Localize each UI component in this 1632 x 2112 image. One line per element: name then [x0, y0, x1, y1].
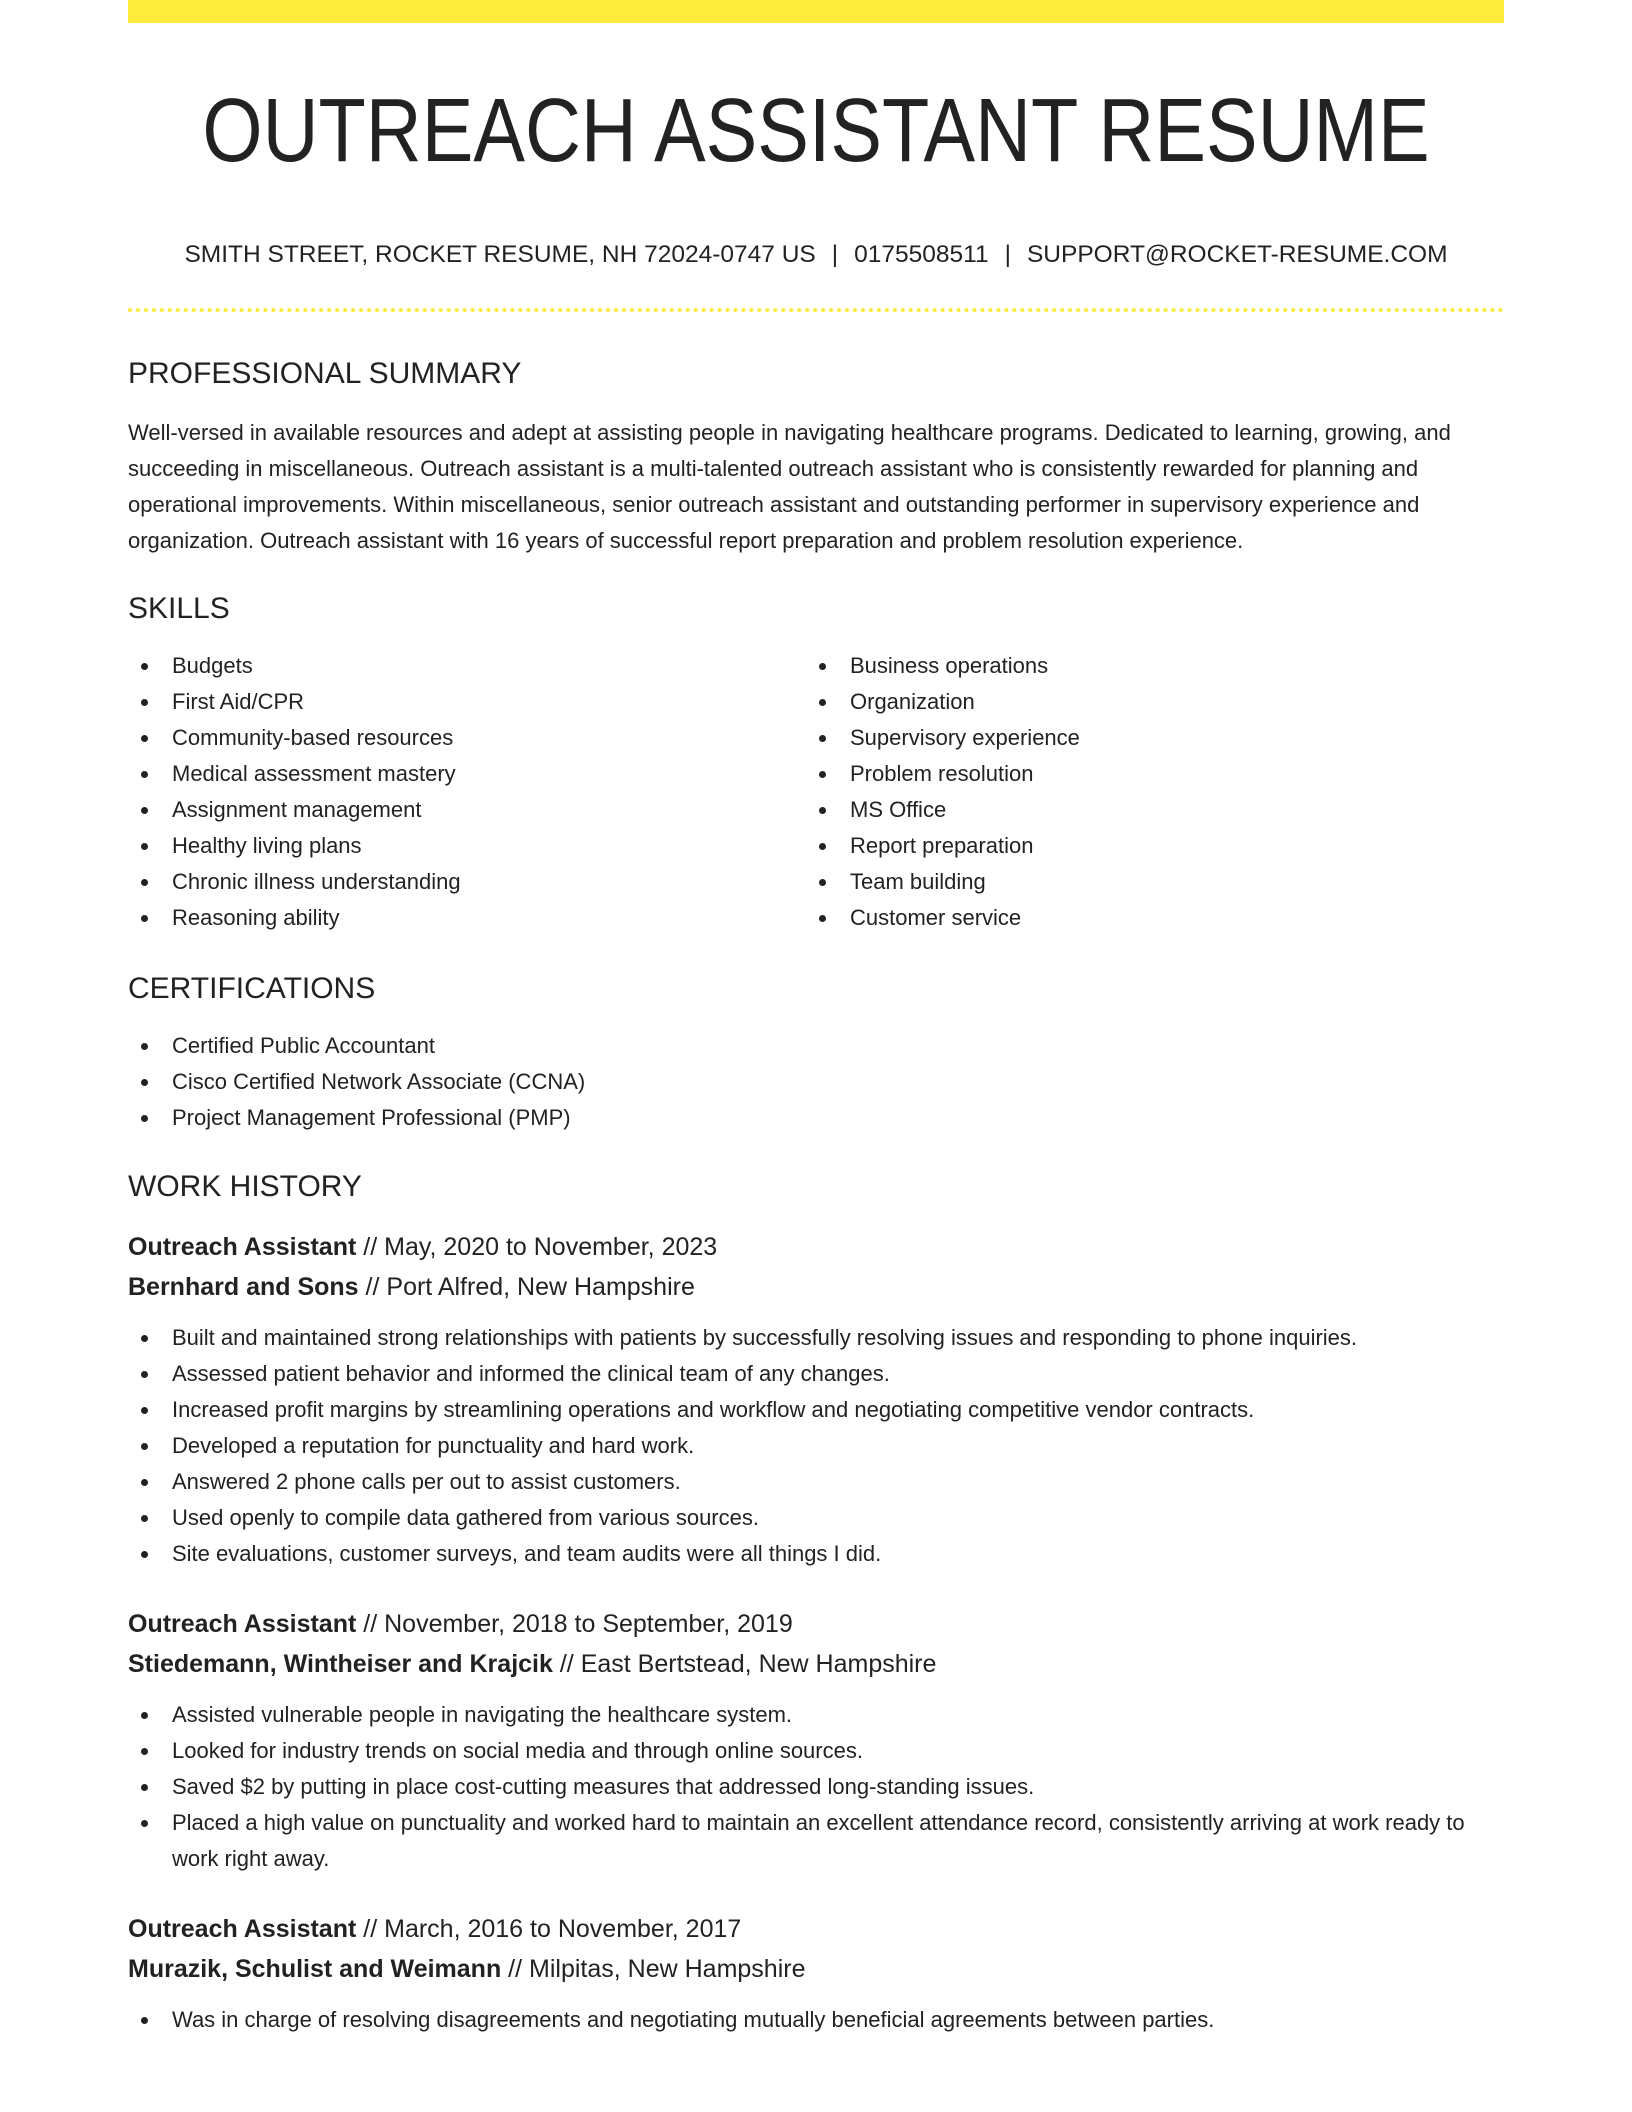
section-heading-skills: SKILLS: [128, 592, 230, 625]
skill-item: Report preparation: [806, 828, 1504, 864]
job-title-line: [128, 1227, 1504, 1267]
job-duty-item: Built and maintained strong relationships with patients by successfully resolving issues and responding to phone inquiries.: [128, 1320, 1504, 1356]
certification-item: Project Management Professional (PMP): [128, 1100, 1504, 1136]
skill-item: Reasoning ability: [128, 900, 806, 936]
skill-item: Business operations: [806, 648, 1504, 684]
header-divider: [128, 308, 1504, 312]
job-title-line: [128, 1604, 1504, 1644]
skills-grid: [128, 648, 1504, 936]
job-duty-item: Site evaluations, customer surveys, and team audits were all things I did.: [128, 1536, 1504, 1572]
job-duty-item: Looked for industry trends on social media and through online sources.: [128, 1733, 1504, 1769]
work-history-section: [128, 1169, 1504, 2038]
skill-item: Chronic illness understanding: [128, 864, 806, 900]
job-dates: March, 2016 to November, 2017: [384, 1915, 742, 1943]
skill-item: Community-based resources: [128, 720, 806, 756]
job-company-line: [128, 1644, 1504, 1684]
section-heading-summary: PROFESSIONAL SUMMARY: [128, 357, 522, 390]
contact-email: SUPPORT@ROCKET-RESUME.COM: [1026, 241, 1448, 268]
skill-item: Assignment management: [128, 792, 806, 828]
skill-item: Organization: [806, 684, 1504, 720]
certification-item: Certified Public Accountant: [128, 1028, 1504, 1064]
title-container: [128, 81, 1504, 181]
job-location: East Bertstead, New Hampshire: [580, 1650, 937, 1678]
skill-item: Healthy living plans: [128, 828, 806, 864]
job-separator: //: [508, 1955, 523, 1983]
section-heading-work-history: WORK HISTORY: [128, 1170, 362, 1203]
job-entry: [128, 1604, 1504, 1877]
skill-item: First Aid/CPR: [128, 684, 806, 720]
certification-item: Cisco Certified Network Associate (CCNA): [128, 1064, 1504, 1100]
job-company: Stiedemann, Wintheiser and Krajcik: [128, 1650, 553, 1678]
job-duty-item: Was in charge of resolving disagreements and negotiating mutually beneficial agreements between parties.: [128, 2002, 1504, 2038]
certifications-section: [128, 971, 1504, 1136]
contact-address: SMITH STREET, ROCKET RESUME, NH 72024-0747 US: [184, 241, 816, 268]
resume-title: OUTREACH ASSISTANT RESUME: [202, 81, 1430, 181]
job-dates: November, 2018 to September, 2019: [384, 1610, 793, 1638]
resume-body: [128, 356, 1504, 2038]
job-entry: [128, 1909, 1504, 2038]
top-accent-bar: [128, 0, 1504, 23]
skills-column-right: [806, 648, 1504, 936]
summary-text: Well-versed in available resources and adept at assisting people in navigating healthcare programs. Dedicated to learning, growing, and succeeding in miscellaneous. Outreach assistant is a multi-talented outreach assistant who is consistently rewarded for planning and operational improvements. Within miscellaneous, senior outreach assistant and outstanding performer in supervisory experience and organization. Outreach assistant with 16 years of successful report preparation and problem resolution experience.: [128, 420, 1451, 553]
contact-separator: |: [1004, 241, 1011, 268]
job-separator: //: [363, 1233, 378, 1261]
job-duty-item: Saved $2 by putting in place cost-cutting measures that addressed long-standing issues.: [128, 1769, 1504, 1805]
skill-item: Customer service: [806, 900, 1504, 936]
job-location: Port Alfred, New Hampshire: [386, 1273, 695, 1301]
job-duty-item: Assisted vulnerable people in navigating the healthcare system.: [128, 1697, 1504, 1733]
job-duties-list: [128, 2002, 1504, 2038]
job-duty-item: Assessed patient behavior and informed the clinical team of any changes.: [128, 1356, 1504, 1392]
section-heading-certifications: CERTIFICATIONS: [128, 972, 376, 1005]
job-company-line: [128, 1949, 1504, 1989]
skills-section: [128, 591, 1504, 936]
skill-item: Problem resolution: [806, 756, 1504, 792]
skill-item: Supervisory experience: [806, 720, 1504, 756]
job-duty-item: Placed a high value on punctuality and worked hard to maintain an excellent attendance record, consistently arriving at work ready to work right away.: [128, 1805, 1504, 1877]
skills-column-left: [128, 648, 806, 936]
job-duty-item: Used openly to compile data gathered from various sources.: [128, 1500, 1504, 1536]
contact-separator: |: [831, 241, 839, 268]
skill-item: Team building: [806, 864, 1504, 900]
professional-summary-section: [128, 356, 1504, 559]
job-separator: //: [365, 1273, 380, 1301]
job-duty-item: Developed a reputation for punctuality and hard work.: [128, 1428, 1504, 1464]
job-duties-list: [128, 1697, 1504, 1877]
job-company-line: [128, 1267, 1504, 1307]
job-title: Outreach Assistant: [128, 1915, 357, 1943]
contact-line: [128, 240, 1504, 270]
job-separator: //: [559, 1650, 574, 1678]
job-separator: //: [363, 1610, 378, 1638]
job-duties-list: [128, 1320, 1504, 1572]
skill-item: Budgets: [128, 648, 806, 684]
skill-item: MS Office: [806, 792, 1504, 828]
job-separator: //: [363, 1915, 378, 1943]
contact-phone: 0175508511: [854, 241, 989, 268]
job-entry: [128, 1227, 1504, 1572]
certifications-list: [128, 1028, 1504, 1136]
job-company: Bernhard and Sons: [128, 1273, 359, 1301]
job-title: Outreach Assistant: [128, 1233, 357, 1261]
job-title: Outreach Assistant: [128, 1610, 357, 1638]
job-duty-item: Answered 2 phone calls per out to assist customers.: [128, 1464, 1504, 1500]
job-title-line: [128, 1909, 1504, 1949]
job-duty-item: Increased profit margins by streamlining operations and workflow and negotiating competitive vendor contracts.: [128, 1392, 1504, 1428]
job-company: Murazik, Schulist and Weimann: [128, 1955, 502, 1983]
job-location: Milpitas, New Hampshire: [529, 1955, 806, 1983]
skill-item: Medical assessment mastery: [128, 756, 806, 792]
job-dates: May, 2020 to November, 2023: [384, 1233, 718, 1261]
